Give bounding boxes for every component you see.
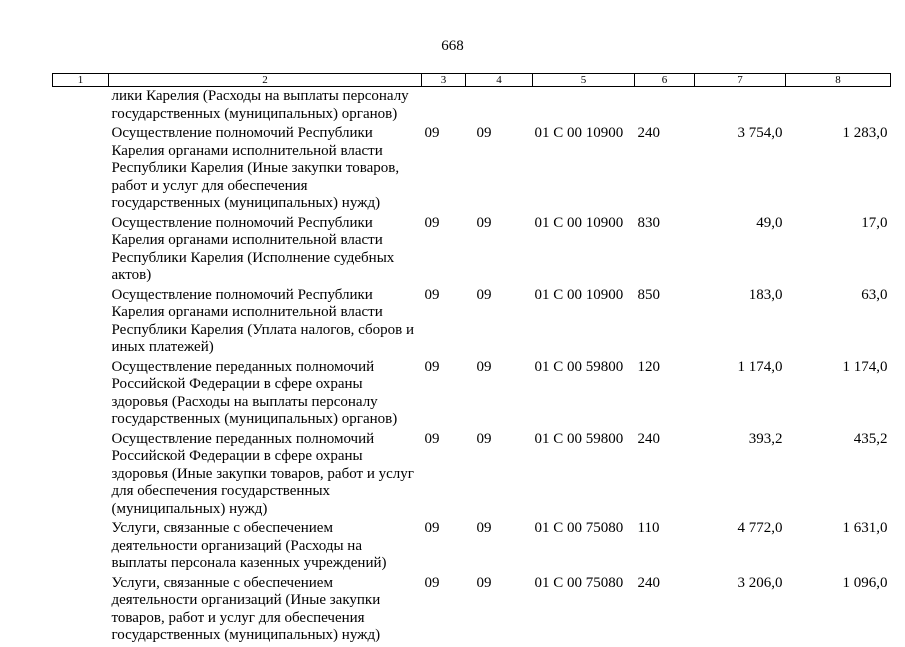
- row-sum-1: 3 754,0: [737, 125, 783, 141]
- row-sum-1: 1 174,0: [737, 358, 783, 375]
- table-row: [53, 520, 891, 575]
- row-index-cell: [53, 125, 109, 215]
- row-sum-1: 183,0: [748, 286, 783, 303]
- row-razdel: 09: [424, 520, 440, 536]
- row-csr: 01 С 00 59800: [534, 358, 624, 375]
- table-row: [53, 125, 891, 215]
- row-vr: 110: [637, 520, 660, 536]
- row-name: Осуществление переданных полномочий Российской Федерации в сфере охраны здоровья (Иные закупки товаров, работ и услуг для обеспечения государственных (муниципальных) нужд): [111, 430, 414, 517]
- table-row: [53, 359, 891, 431]
- row-name: Осуществление полномочий Республики Карелия органами исполнительной власти Республики Карелия (Уплата налогов, сборов и иных платежей): [111, 286, 415, 355]
- row-name: Услуги, связанные с обеспечением деятельности организаций (Иные закупки товаров, работ и услуг для обеспечения государственных (муниципальных) нужд): [111, 574, 381, 643]
- row-sum-2: 435,2: [853, 430, 888, 447]
- header-col-1: 1: [53, 74, 109, 87]
- header-col-2: 2: [109, 74, 422, 87]
- header-row: [53, 74, 891, 87]
- continuation-row: [53, 87, 891, 126]
- row-podrazdel: 09: [476, 125, 492, 141]
- row-vr: 120: [637, 358, 660, 375]
- row-sum-2: 1 283,0: [842, 125, 888, 141]
- row-sum-2: 63,0: [861, 286, 888, 303]
- header-col-5: 5: [533, 74, 635, 87]
- row-sum-1: 4 772,0: [737, 520, 783, 536]
- table-row: [53, 575, 891, 647]
- budget-table: [52, 73, 891, 647]
- row-vr: 240: [637, 574, 660, 591]
- row-razdel: 09: [424, 214, 440, 231]
- row-razdel: 09: [424, 286, 440, 303]
- row-csr: 01 С 00 75080: [534, 574, 624, 591]
- header-col-8: 8: [786, 74, 891, 87]
- row-csr: 01 С 00 10900: [534, 286, 624, 303]
- row-razdel: 09: [424, 125, 440, 141]
- row-razdel: 09: [424, 358, 440, 375]
- row-sum-2: 1 631,0: [842, 520, 888, 536]
- row-sum-2: 1 174,0: [842, 358, 888, 375]
- row-index-cell: [53, 359, 109, 431]
- row-csr: 01 С 00 10900: [534, 214, 624, 231]
- row-index-cell: [53, 215, 109, 287]
- page-number: 668: [441, 38, 464, 54]
- row-podrazdel: 09: [476, 214, 492, 231]
- row-index-cell: [53, 431, 109, 521]
- row-index-cell: [53, 575, 109, 647]
- row-name: Осуществление переданных полномочий Российской Федерации в сфере охраны здоровья (Расходы на выплаты персоналу государственных (муниципальных) органов): [111, 358, 398, 427]
- row-razdel: 09: [424, 430, 440, 447]
- row-sum-1: 3 206,0: [737, 574, 783, 591]
- header-col-7: 7: [695, 74, 786, 87]
- row-csr: 01 С 00 75080: [534, 520, 624, 536]
- row-podrazdel: 09: [476, 286, 492, 303]
- row-name: Осуществление полномочий Республики Карелия органами исполнительной власти Республики Карелия (Исполнение судебных актов): [111, 214, 395, 283]
- table-row: [53, 215, 891, 287]
- header-col-6: 6: [635, 74, 695, 87]
- row-sum-2: 1 096,0: [842, 574, 888, 591]
- row-sum-1: 49,0: [756, 214, 783, 231]
- row-index-cell: [53, 520, 109, 575]
- row-csr: 01 С 00 59800: [534, 430, 624, 447]
- row-vr: 240: [637, 125, 660, 141]
- table-body: [53, 87, 891, 647]
- row-vr: 850: [637, 286, 660, 303]
- row-sum-1: 393,2: [748, 430, 783, 447]
- table-row: [53, 431, 891, 521]
- row-sum-2: 17,0: [861, 214, 888, 231]
- row-name: Услуги, связанные с обеспечением деятельности организаций (Расходы на выплаты персонала казенных учреждений): [111, 520, 387, 571]
- row-razdel: 09: [424, 574, 440, 591]
- row-podrazdel: 09: [476, 358, 492, 375]
- row-vr: 830: [637, 214, 660, 231]
- row-podrazdel: 09: [476, 520, 492, 536]
- row-podrazdel: 09: [476, 430, 492, 447]
- row-podrazdel: 09: [476, 574, 492, 591]
- row-index-cell: [53, 287, 109, 359]
- row-name: Осуществление полномочий Республики Карелия органами исполнительной власти Республики Карелия (Иные закупки товаров, работ и услуг для обеспечения государственных (муниципальных) нужд): [111, 125, 400, 211]
- continuation-text: лики Карелия (Расходы на выплаты персоналу государственных (муниципальных) органов): [111, 88, 409, 122]
- table-header: [53, 74, 891, 87]
- row-vr: 240: [637, 430, 660, 447]
- table-row: [53, 287, 891, 359]
- header-col-4: 4: [466, 74, 533, 87]
- header-col-3: 3: [422, 74, 466, 87]
- row-csr: 01 С 00 10900: [534, 125, 624, 141]
